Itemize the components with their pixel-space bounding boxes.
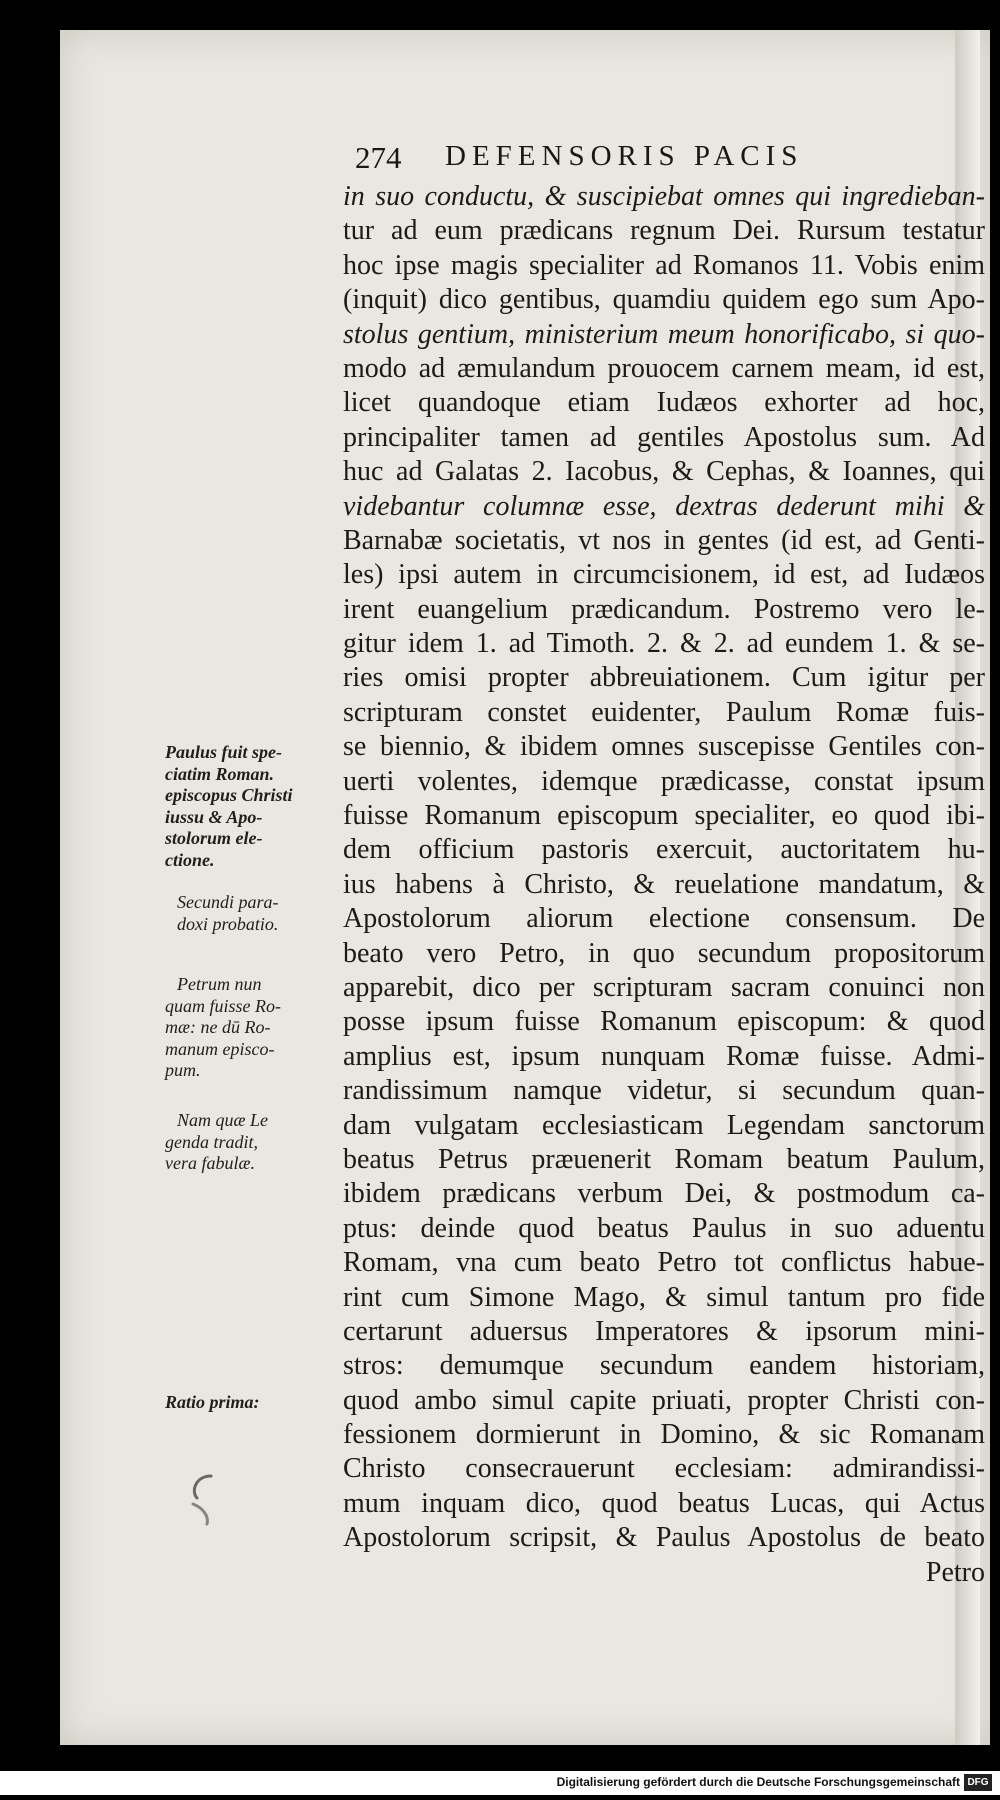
ink-mark-icon — [185, 1470, 221, 1528]
text-line: beatus Petrus præuenerit Romam beatum Paulum, — [343, 1143, 985, 1175]
text-line: stros: demumque secundum eandem historiam, — [343, 1350, 985, 1382]
text-line: videbantur columnæ esse, dextras dederunt mihi & — [343, 490, 985, 522]
text-line: Apostolorum scripsit, & Paulus Apostolus de beato — [343, 1522, 985, 1554]
text-line: Apostolorum aliorum electione consensum. De — [343, 903, 985, 935]
text-line: ius habens à Christo, & reuelatione mandatum, & — [343, 868, 985, 900]
funding-credit: Digitalisierung gefördert durch die Deutsche Forschungsgemeinschaft — [556, 1775, 960, 1789]
text-line: les) ipsi autem in circumcisionem, id est, ad Iudæos — [343, 559, 985, 591]
margin-note: Secundi para- doxi probatio. — [177, 892, 279, 934]
running-title: DEFENSORIS PACIS — [445, 140, 804, 172]
text-line: dam vulgatam ecclesiasticam Legendam sanctorum — [343, 1109, 985, 1141]
text-line: principaliter tamen ad gentiles Apostolus sum. Ad — [343, 421, 985, 453]
text-line: licet quandoque etiam Iudæos exhorter ad hoc, — [343, 387, 985, 419]
text-line: (inquit) dico gentibus, quamdiu quidem ego sum Apo- — [343, 284, 985, 316]
text-line: Barnabæ societatis, vt nos in gentes (id est, ad Genti- — [343, 524, 985, 556]
text-line: ibidem prædicans verbum Dei, & postmodum ca- — [343, 1178, 985, 1210]
text-line: mum inquam dico, quod beatus Lucas, qui Actus — [343, 1487, 985, 1519]
text-line: Romam, vna cum beato Petro tot conflictus habue- — [343, 1247, 985, 1279]
text-line: stolus gentium, ministerium meum honorificabo, si quo- — [343, 318, 985, 350]
text-line: fuisse Romanum episcopum specialiter, eo quod ibi- — [343, 800, 985, 832]
text-line: tur ad eum prædicans regnum Dei. Rursum testatur — [343, 215, 985, 247]
footer-bar — [0, 1771, 1000, 1795]
page-header — [355, 138, 955, 178]
text-line: randissimum namque videtur, si secundum quan- — [343, 1075, 985, 1107]
margin-note: Paulus fuit spe- ciatim Roman. episcopus Christi iussu & Apo- stolorum ele- ctione. — [165, 742, 293, 870]
text-line: rint cum Simone Mago, & simul tantum pro fide — [343, 1281, 985, 1313]
text-line: amplius est, ipsum nunquam Romæ fuisse. Admi- — [343, 1040, 985, 1072]
main-text — [343, 180, 985, 1590]
text-line: scripturam constet euidenter, Paulum Romæ fuis- — [343, 696, 985, 728]
text-line: certarunt aduersus Imperatores & ipsorum mini- — [343, 1315, 985, 1347]
text-line: hoc ipse magis specialiter ad Romanos 11. Vobis enim — [343, 249, 985, 281]
text-line: irent euangelium prædicandum. Postremo vero le- — [343, 593, 985, 625]
text-line: gitur idem 1. ad Timoth. 2. & 2. ad eundem 1. & se- — [343, 628, 985, 660]
text-line: Christo consecrauerunt ecclesiam: admirandissi- — [343, 1453, 985, 1485]
text-line: ries omisi propter abbreuiationem. Cum igitur per — [343, 662, 985, 694]
text-line: in suo conductu, & suscipiebat omnes qui ingredieban- — [343, 181, 985, 212]
margin-note: Ratio prima: — [165, 1392, 260, 1412]
text-line: modo ad æmulandum prouocem carnem meam, id est, — [343, 352, 985, 384]
text-line: apparebit, dico per scripturam sacram conuinci non — [343, 971, 985, 1003]
page-number: 274 — [355, 140, 402, 175]
margin-note: Petrum nun quam fuisse Ro- mæ: ne dū Ro- manum episco- pum. — [165, 974, 281, 1081]
text-line: fessionem dormierunt in Domino, & sic Romanam — [343, 1419, 985, 1451]
text-line: huc ad Galatas 2. Iacobus, & Cephas, & Ioannes, qui — [343, 456, 985, 488]
text-line: beato vero Petro, in quo secundum propositorum — [343, 937, 985, 969]
catchword: Petro — [925, 1556, 985, 1588]
text-line: posse ipsum fuisse Romanum episcopum: & quod — [343, 1006, 985, 1038]
text-line: quod ambo simul capite priuati, propter Christi con- — [343, 1384, 985, 1416]
text-line: ptus: deinde quod beatus Paulus in suo aduentu — [343, 1212, 985, 1244]
text-line: se biennio, & ibidem omnes suscepisse Gentiles con- — [343, 731, 985, 763]
dfg-logo: DFG — [964, 1774, 992, 1791]
text-line: dem officium pastoris exercuit, auctoritatem hu- — [343, 834, 985, 866]
text-line: uerti volentes, idemque prædicasse, constat ipsum — [343, 765, 985, 797]
margin-note: Nam quæ Le genda tradit, vera fabulæ. — [165, 1110, 269, 1174]
